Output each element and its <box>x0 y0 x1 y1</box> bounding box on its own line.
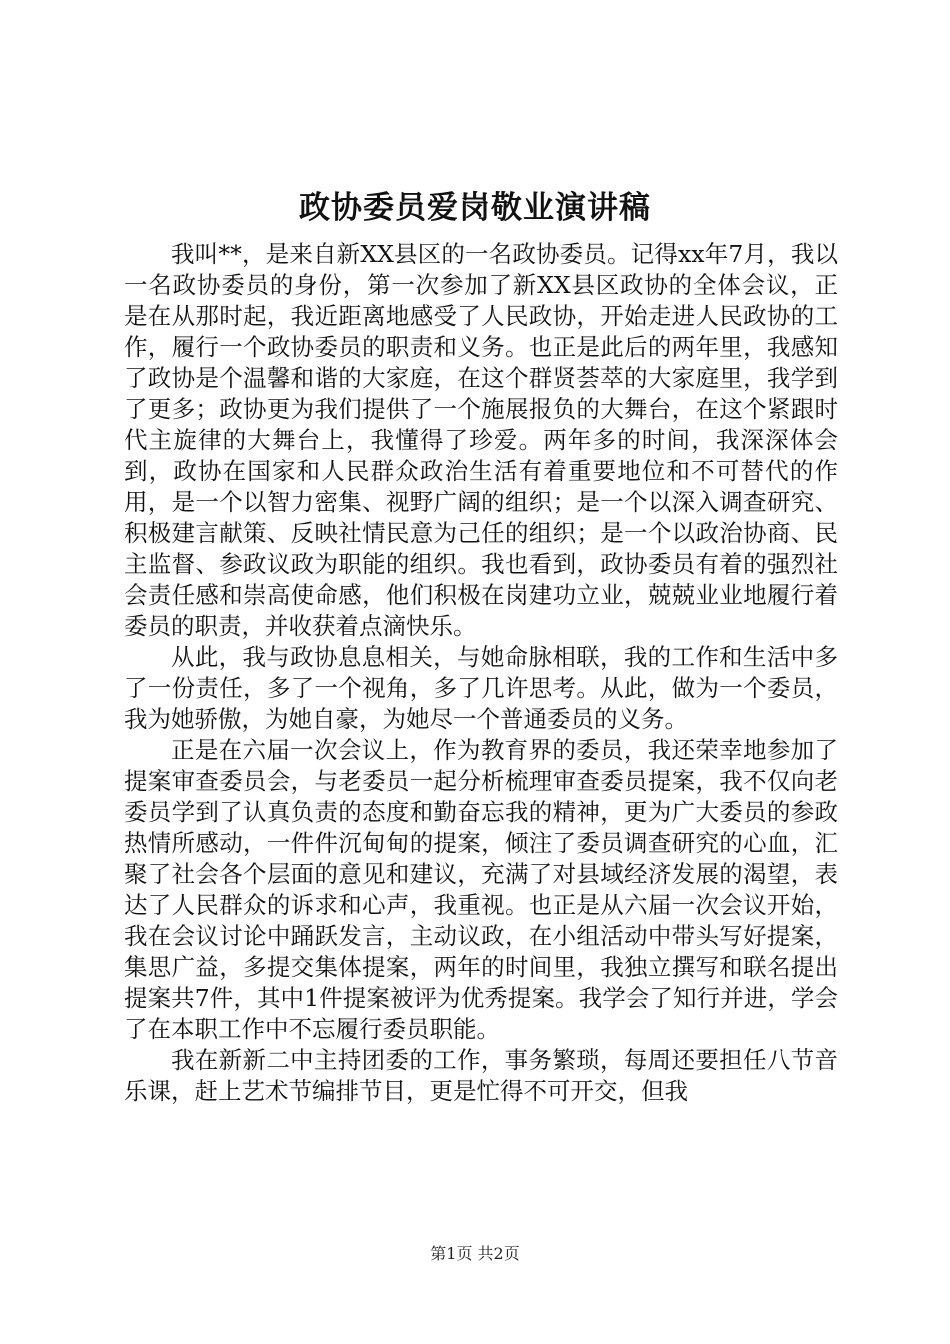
paragraph-2: 从此，我与政协息息相关，与她命脉相联，我的工作和生活中多了一份责任，多了一个视角，多了几许思考。从此，做为一个委员，我为她骄傲，为她自豪，为她尽一个普通委员的义务。 <box>124 643 838 733</box>
page-footer: 第1页 共2页 <box>430 1244 520 1263</box>
paragraph-1: 我叫**，是来自新XX县区的一名政协委员。记得xx年7月，我以一名政协委员的身份，第一次参加了新XX县区政协的全体会议，正是在从那时起，我近距离地感受了人民政协，开始走进人民政协的工作，履行一个政协委员的职责和义务。也正是此后的两年里，我感知了政协是个温馨和谐的大家庭，在这个群贤荟萃的大家庭里，我学到了更多；政协更为我们提供了一个施展报负的大舞台，在这个紧跟时代主旋律的大舞台上，我懂得了珍爱。两年多的时间，我深深体会到，政协在国家和人民群众政治生活有着重要地位和不可替代的作用，是一个以智力密集、视野广阔的组织；是一个以深入调查研究、积极建言献策、反映社情民意为己任的组织；是一个以政治协商、民主监督、参政议政为职能的组织。我也看到，政协委员有着的强烈社会责任感和崇高使命感，他们积极在岗建功立业，兢兢业业地履行着委员的职责，并收获着点滴快乐。 <box>124 240 838 640</box>
page-title: 政协委员爱岗敬业演讲稿 <box>299 190 651 226</box>
paragraph-4: 我在新新二中主持团委的工作，事务繁琐，每周还要担任八节音乐课，赶上艺术节编排节目，更是忙得不可开交，但我 <box>124 1046 838 1105</box>
document-body <box>124 239 838 1107</box>
paragraph-3: 正是在六届一次会议上，作为教育界的委员，我还荣幸地参加了提案审查委员会，与老委员一起分析梳理审查委员提案，我不仅向老委员学到了认真负责的态度和勤奋忘我的精神，更为广大委员的参政热情所感动，一件件沉甸甸的提案，倾注了委员调查研究的心血，汇聚了社会各个层面的意见和建议，充满了对县域经济发展的渴望，表达了人民群众的诉求和心声，我重视。也正是从六届一次会议开始，我在会议讨论中踊跃发言，主动议政，在小组活动中带头写好提案，集思广益，多提交集体提案，两年的时间里，我独立撰写和联名提出提案共7件，其中1件提案被评为优秀提案。我学会了知行并进，学会了在本职工作中不忘履行委员职能。 <box>124 736 838 1043</box>
